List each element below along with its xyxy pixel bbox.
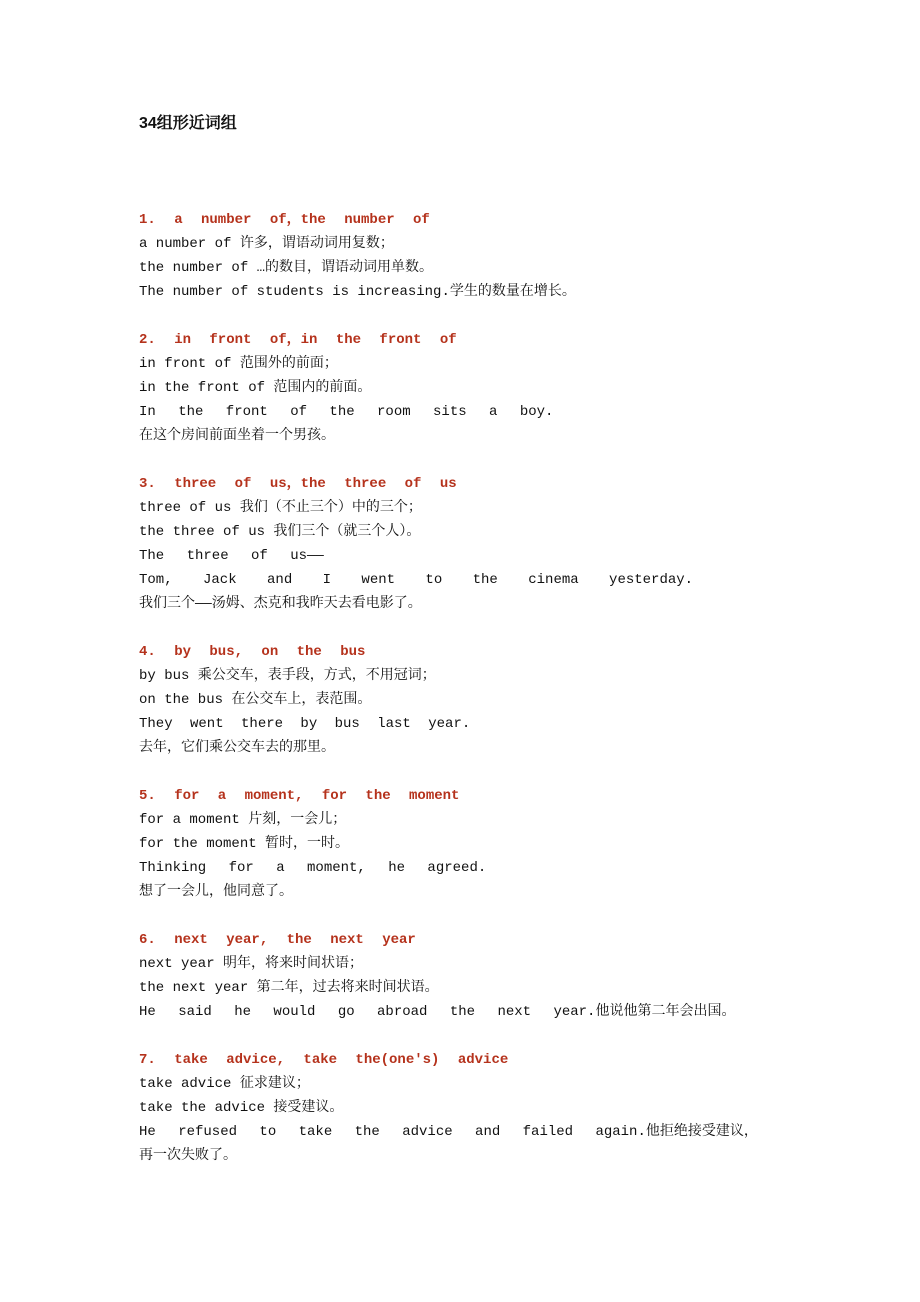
definition-line: the next year 第二年，过去将来时间状语。 — [139, 980, 439, 996]
definition-line: three of us 我们（不止三个）中的三个； — [139, 500, 422, 516]
section-heading: 3. three of us，the three of us — [139, 476, 457, 492]
phrase-section-3 — [139, 472, 880, 616]
translation-line: 想了一会儿，他同意了。 — [139, 884, 293, 900]
definition-line: the three of us 我们三个（就三个人）。 — [139, 524, 421, 540]
definition-line: in the front of 范围内的前面。 — [139, 380, 372, 396]
definition-line: take the advice 接受建议。 — [139, 1100, 344, 1116]
definition-line: a number of 许多，谓语动词用复数； — [139, 236, 394, 252]
example-line: Thinking for a moment, he agreed. — [139, 860, 487, 876]
example-line: The three of us—— — [139, 548, 324, 564]
document-title: 34组形近词组 — [139, 115, 237, 132]
definition-line: next year 明年，将来时间状语； — [139, 956, 364, 972]
phrase-section-5 — [139, 784, 880, 904]
definition-line: the number of …的数目，谓语动词用单数。 — [139, 260, 434, 276]
section-heading: 2. in front of，in the front of — [139, 332, 457, 348]
definition-line: in front of 范围外的前面； — [139, 356, 338, 372]
example-line: In the front of the room sits a boy. — [139, 404, 554, 420]
section-heading: 6. next year, the next year — [139, 932, 416, 948]
section-heading: 7. take advice, take the(one's) advice — [139, 1052, 509, 1068]
phrase-section-4 — [139, 640, 880, 760]
phrase-section-6 — [139, 928, 880, 1024]
example-line: He said he would go abroad the next year.他说他第二年会出国。 — [139, 1004, 736, 1020]
definition-line: on the bus 在公交车上，表范围。 — [139, 692, 372, 708]
example-line: The number of students is increasing.学生的数量在增长。 — [139, 284, 576, 300]
translation-line: 我们三个——汤姆、杰克和我昨天去看电影了。 — [139, 596, 422, 612]
section-heading: 5. for a moment, for the moment — [139, 788, 460, 804]
example-line: He refused to take the advice and failed again.他拒绝接受建议，再一次失败了。 — [139, 1124, 758, 1164]
definition-line: for a moment 片刻，一会儿； — [139, 812, 347, 828]
phrase-section-7 — [139, 1048, 880, 1168]
definition-line: take advice 征求建议； — [139, 1076, 310, 1092]
phrase-section-2 — [139, 328, 880, 448]
document-page — [139, 112, 880, 1192]
section-heading: 1. a number of，the number of — [139, 212, 430, 228]
translation-line: 在这个房间前面坐着一个男孩。 — [139, 428, 335, 444]
definition-line: for the moment 暂时，一时。 — [139, 836, 350, 852]
section-heading: 4. by bus, on the bus — [139, 644, 366, 660]
translation-line: 去年，它们乘公交车去的那里。 — [139, 740, 335, 756]
example-line: They went there by bus last year. — [139, 716, 471, 732]
example-line: Tom, Jack and I went to the cinema yesterday. — [139, 572, 694, 588]
phrase-section-1 — [139, 208, 880, 304]
definition-line: by bus 乘公交车，表手段，方式，不用冠词； — [139, 668, 436, 684]
